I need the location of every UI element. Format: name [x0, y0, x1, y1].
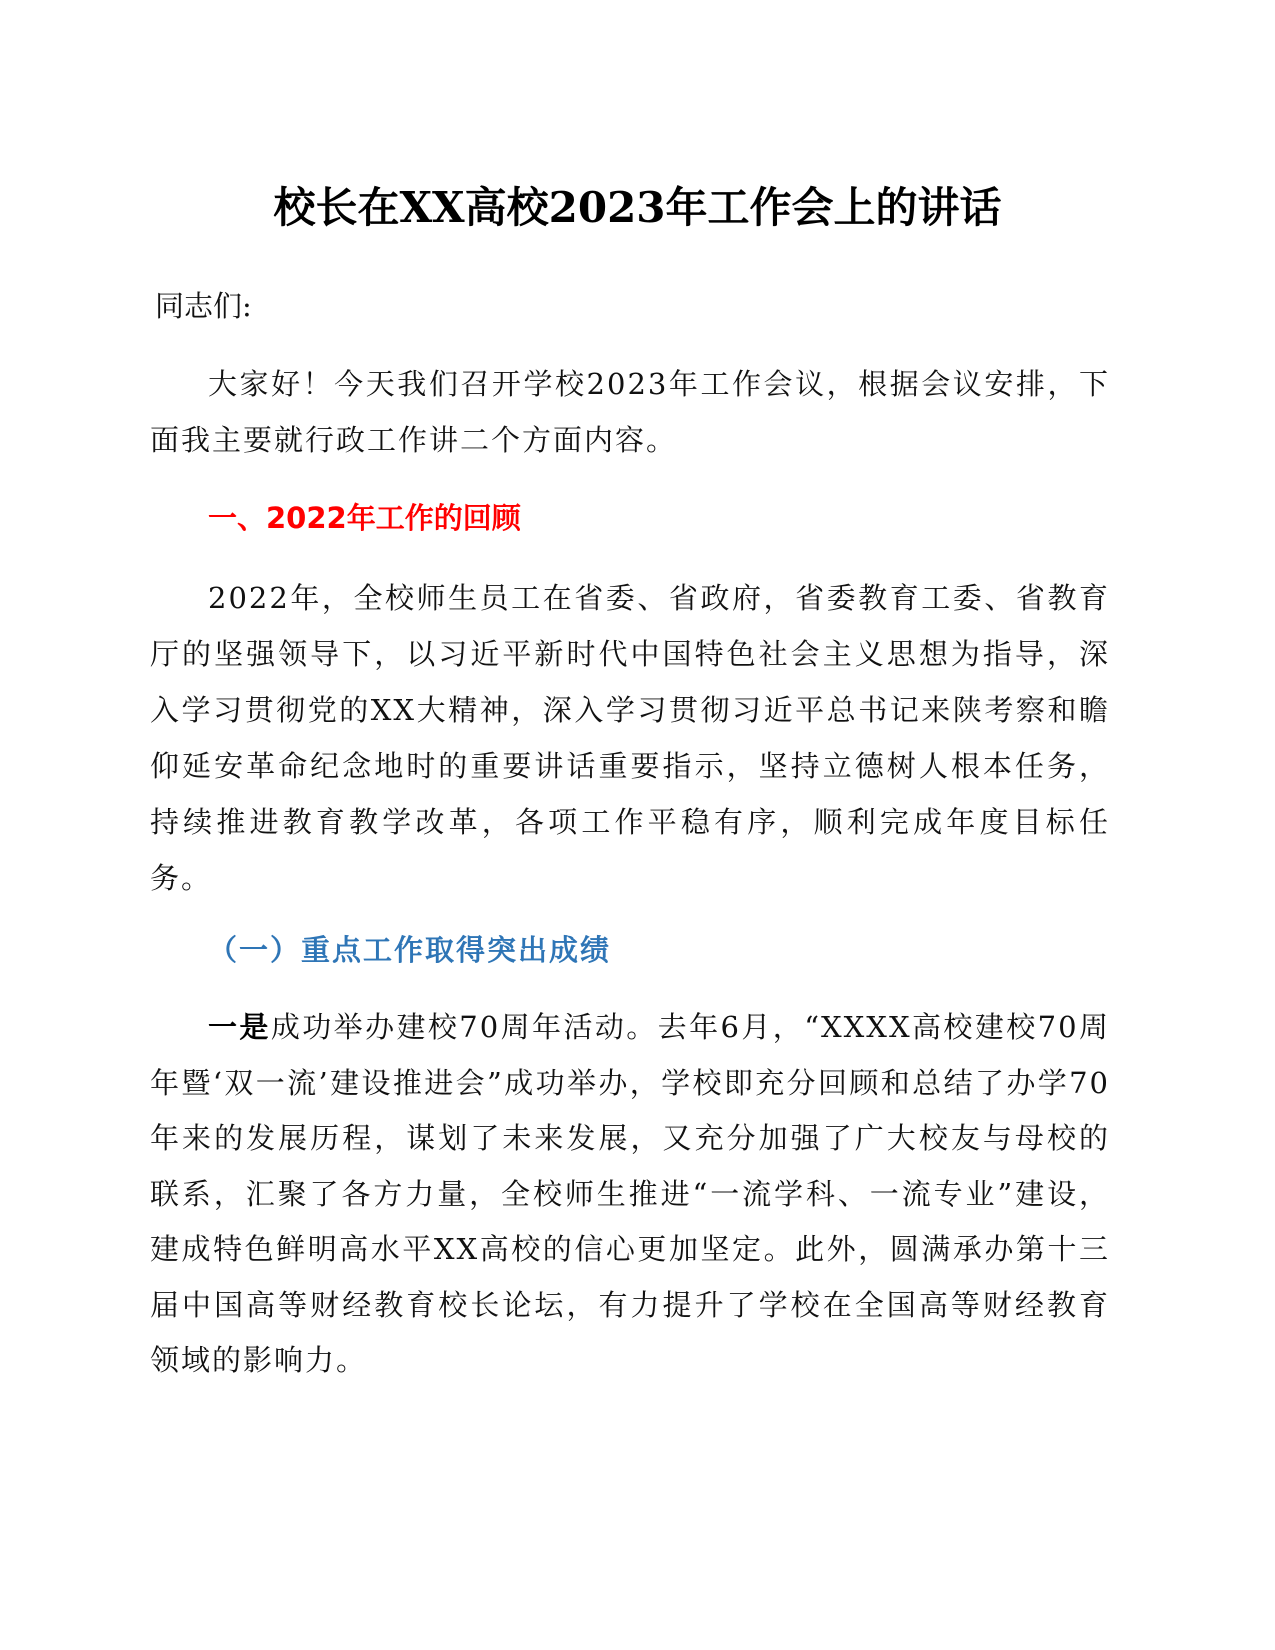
document-title: 校长在XX高校2023年工作会上的讲话 — [273, 183, 1002, 232]
subsection-heading-achievements: （一）重点工作取得突出成绩 — [208, 933, 612, 967]
greeting: 同志们: — [155, 289, 252, 323]
item-one-paragraph — [150, 1000, 1110, 1389]
intro-paragraph: 大家好！今天我们召开学校2023年工作会议，根据会议安排，下面我主要就行政工作讲二个方面内容。 — [150, 367, 1110, 457]
review-paragraph: 2022年，全校师生员工在省委、省政府，省委教育工委、省教育厅的坚强领导下，以习近平新时代中国特色社会主义思想为指导，深入学习贯彻党的XX大精神，深入学习贯彻习近平总书记来陕考察和瞻仰延安革命纪念地时的重要讲话重要指示，坚持立德树人根本任务，持续推进教育教学改革，各项工作平稳有序，顺利完成年度目标任务。 — [150, 581, 1110, 895]
item-one-lead: 一是 — [208, 1010, 271, 1044]
section-heading-review: 一、2022年工作的回顾 — [208, 501, 521, 535]
item-one-text: 成功举办建校70周年活动。去年6月，“XXXX高校建校70周年暨‘双一流’建设推进会”成功举办，学校即充分回顾和总结了办学70年来的发展历程，谋划了未来发展，又充分加强了广大校友与母校的联系，汇聚了各方力量，全校师生推进“一流学科、一流专业”建设，建成特色鲜明高水平XX高校的信心更加坚定。此外，圆满承办第十三届中国高等财经教育校长论坛，有力提升了学校在全国高等财经教育领域的影响力。 — [150, 1010, 1110, 1377]
